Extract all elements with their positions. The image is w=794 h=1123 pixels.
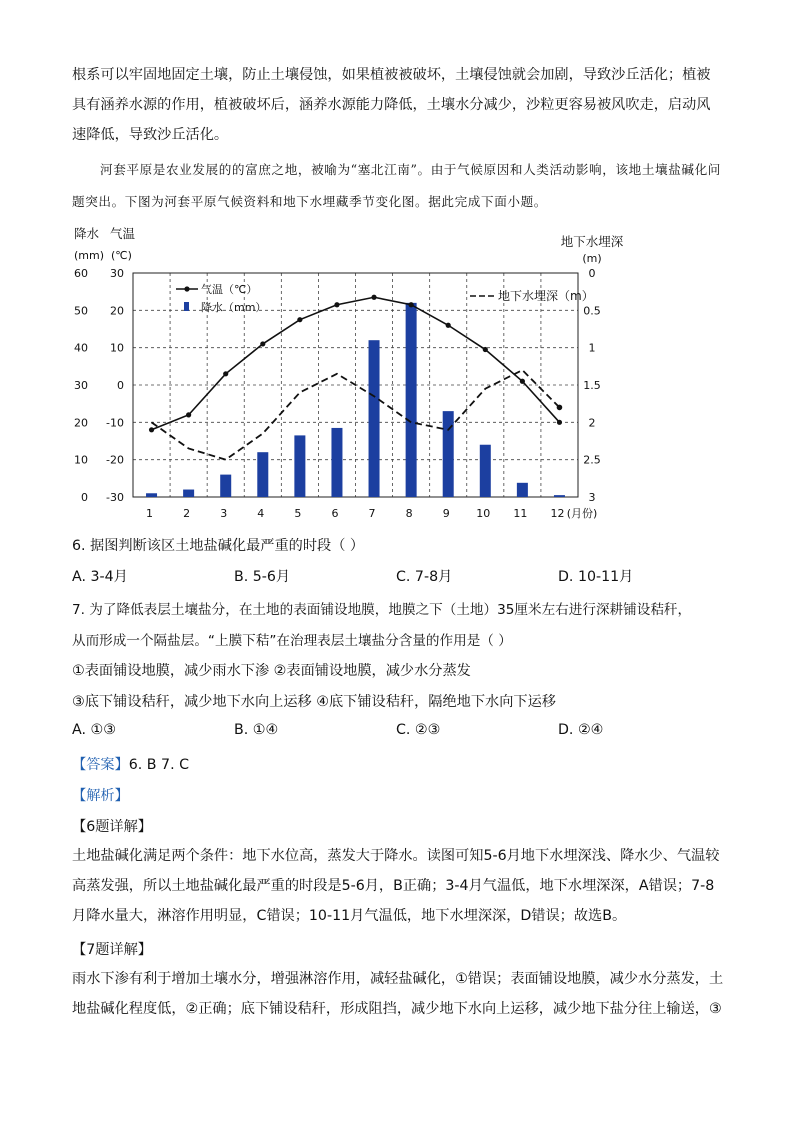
q6-detail-text: 土地盐碱化满足两个条件：地下水位高，蒸发大于降水。读图可知5-6月地下水埋深浅、降水少、气温较高蒸发强，所以土地盐碱化最严重的时段是5-6月，B正确；3-4月气温低，地下水埋深深，A错误；7-8月降水量大，淋溶作用明显，C错误；10-11月气温低，地下水埋深深，D错误；故选B。 [72,848,720,924]
q7-option-d: D. ②④ [558,722,604,738]
temperature-point [371,295,376,300]
precip-bar [331,428,342,497]
x-tick-label: 8 [405,507,413,520]
x-tick-label: 1 [146,507,154,520]
depth-axis-unit: (m) [582,252,602,265]
precip-bar [183,490,194,497]
temperature-point [149,427,154,432]
answer-line [72,754,189,774]
temp-axis-label: 气温 [110,226,136,241]
depth-tick-label: 1 [588,341,596,355]
precip-bar [406,303,417,497]
legend-temp-label: 气温（℃） [201,283,258,296]
q6-option-c: C. 7-8月 [396,569,453,585]
precip-tick-label: 60 [74,267,88,280]
q6-option-d: D. 10-11月 [558,569,634,585]
x-tick-label: 9 [442,507,450,520]
precip-tick-label: 30 [74,379,88,392]
temp-tick-label: -30 [106,491,124,504]
temp-tick-label: -10 [106,416,124,430]
x-axis-unit: (月份) [566,507,598,520]
q6-detail-tag: 【6题详解】 [72,819,152,835]
depth-tick-label: 2.5 [583,453,601,467]
x-tick-label: 11 [513,507,528,520]
x-tick-label: 10 [476,507,491,520]
precip-tick-label: 20 [74,416,88,430]
q6-option-a: A. 3-4月 [72,569,128,585]
precip-bar [220,475,231,497]
depth-tick-label: 0.5 [583,304,601,318]
temp-tick-label: 30 [110,267,124,280]
legend-depth-label: 地下水埋深（m） [498,289,594,303]
precip-bar [554,495,565,497]
legend-precip-swatch [184,302,189,311]
intro-paragraph: 河套平原是农业发展的的富庶之地，被喻为“塞北江南”。由于气候原因和人类活动影响，该地土壤盐碱化问题突出。下图为河套平原气候资料和地下水埋藏季节变化图。据此完成下面小题。 [72,162,721,209]
precip-axis-unit: (mm) [74,249,105,262]
q6-stem: 6. 据图判断该区土地盐碱化最严重的时段（ ） [72,538,365,554]
groundwater-depth-end-point [557,405,563,411]
q7-option-c: C. ②③ [396,722,441,738]
temp-tick-label: -20 [106,453,124,467]
q7-detail-text: 雨水下渗有利于增加土壤水分，增强淋溶作用，减轻盐碱化，①错误；表面铺设地膜，减少水分蒸发，土地盐碱化程度低，②正确；底下铺设秸秆，形成阻挡，减少地下水向上运移，减少地下盐分往上输送，③ [72,971,724,1017]
precip-bar [480,445,491,497]
q7-choice-line-2: ③底下铺设秸秆，减少地下水向上运移 ④底下铺设秸秆，隔绝地下水向下运移 [72,694,556,710]
precip-bar [146,493,157,497]
depth-tick-label: 0 [588,267,596,280]
q7-choice-line-1: ①表面铺设地膜，减少雨水下渗 ②表面铺设地膜，减少水分蒸发 [72,663,471,679]
temperature-point [223,371,228,376]
x-tick-label: 3 [220,507,228,520]
temperature-point [557,420,562,425]
q7-detail-tag: 【7题详解】 [72,942,152,958]
legend-precip-label: 降水（mm） [201,301,267,314]
precip-bar [443,411,454,497]
x-tick-label: 4 [257,507,265,520]
q6-option-b: B. 5-6月 [234,569,291,585]
x-tick-label: 12 [550,507,565,520]
temperature-point [260,341,265,346]
temp-tick-label: 20 [110,304,124,318]
precip-tick-label: 50 [74,304,88,318]
depth-axis-label: 地下水埋深 [560,234,624,249]
paragraph-top: 根系可以牢固地固定土壤，防止土壤侵蚀，如果植被被破坏，土壤侵蚀就会加剧，导致沙丘活化；植被具有涵养水源的作用，植被破坏后，涵养水源能力降低，土壤水分减少，沙粒更容易被风吹走，启动风速降低，导致沙丘活化。 [72,67,711,143]
x-tick-label: 5 [294,507,302,520]
precip-bar [257,452,268,497]
answer-tag: 【答案】 [72,757,129,773]
q7-stem-line-1: 7. 为了降低表层土壤盐分，在土地的表面铺设地膜，地膜之下（土地）35厘米左右进行深耕铺设秸秆， [72,602,692,618]
x-tick-label: 2 [183,507,191,520]
temperature-point [520,379,525,384]
x-tick-label: 6 [331,507,339,520]
legend-temp-marker [184,286,189,291]
temperature-point [297,317,302,322]
depth-tick-label: 2 [588,416,596,430]
precip-bar [369,340,380,497]
q7-option-a: A. ①③ [72,722,116,738]
q7-stem-line-2: 从而形成一个隔盐层。“上膜下秸”在治理表层土壤盐分含量的作用是（ ） [72,633,512,649]
depth-tick-label: 1.5 [583,379,601,392]
depth-tick-label: 3 [588,491,596,504]
precip-tick-label: 40 [74,341,88,355]
temperature-point [446,323,451,328]
q7-option-b: B. ①④ [234,722,279,738]
precip-bar [517,483,528,497]
answer-text: 6. B 7. C [128,757,190,773]
temp-axis-unit: (℃) [111,249,132,262]
precip-tick-label: 10 [74,453,88,467]
precip-bar [294,435,305,497]
temperature-point [483,347,488,352]
temperature-point [186,412,191,417]
analysis-tag: 【解析】 [72,788,129,804]
precip-axis-label: 降水 [74,226,100,241]
temp-tick-label: 0 [117,379,124,392]
x-tick-label: 7 [368,507,376,520]
temperature-point [334,302,339,307]
temperature-point [409,302,414,307]
precip-tick-label: 0 [81,491,88,504]
temp-tick-label: 10 [110,341,124,355]
